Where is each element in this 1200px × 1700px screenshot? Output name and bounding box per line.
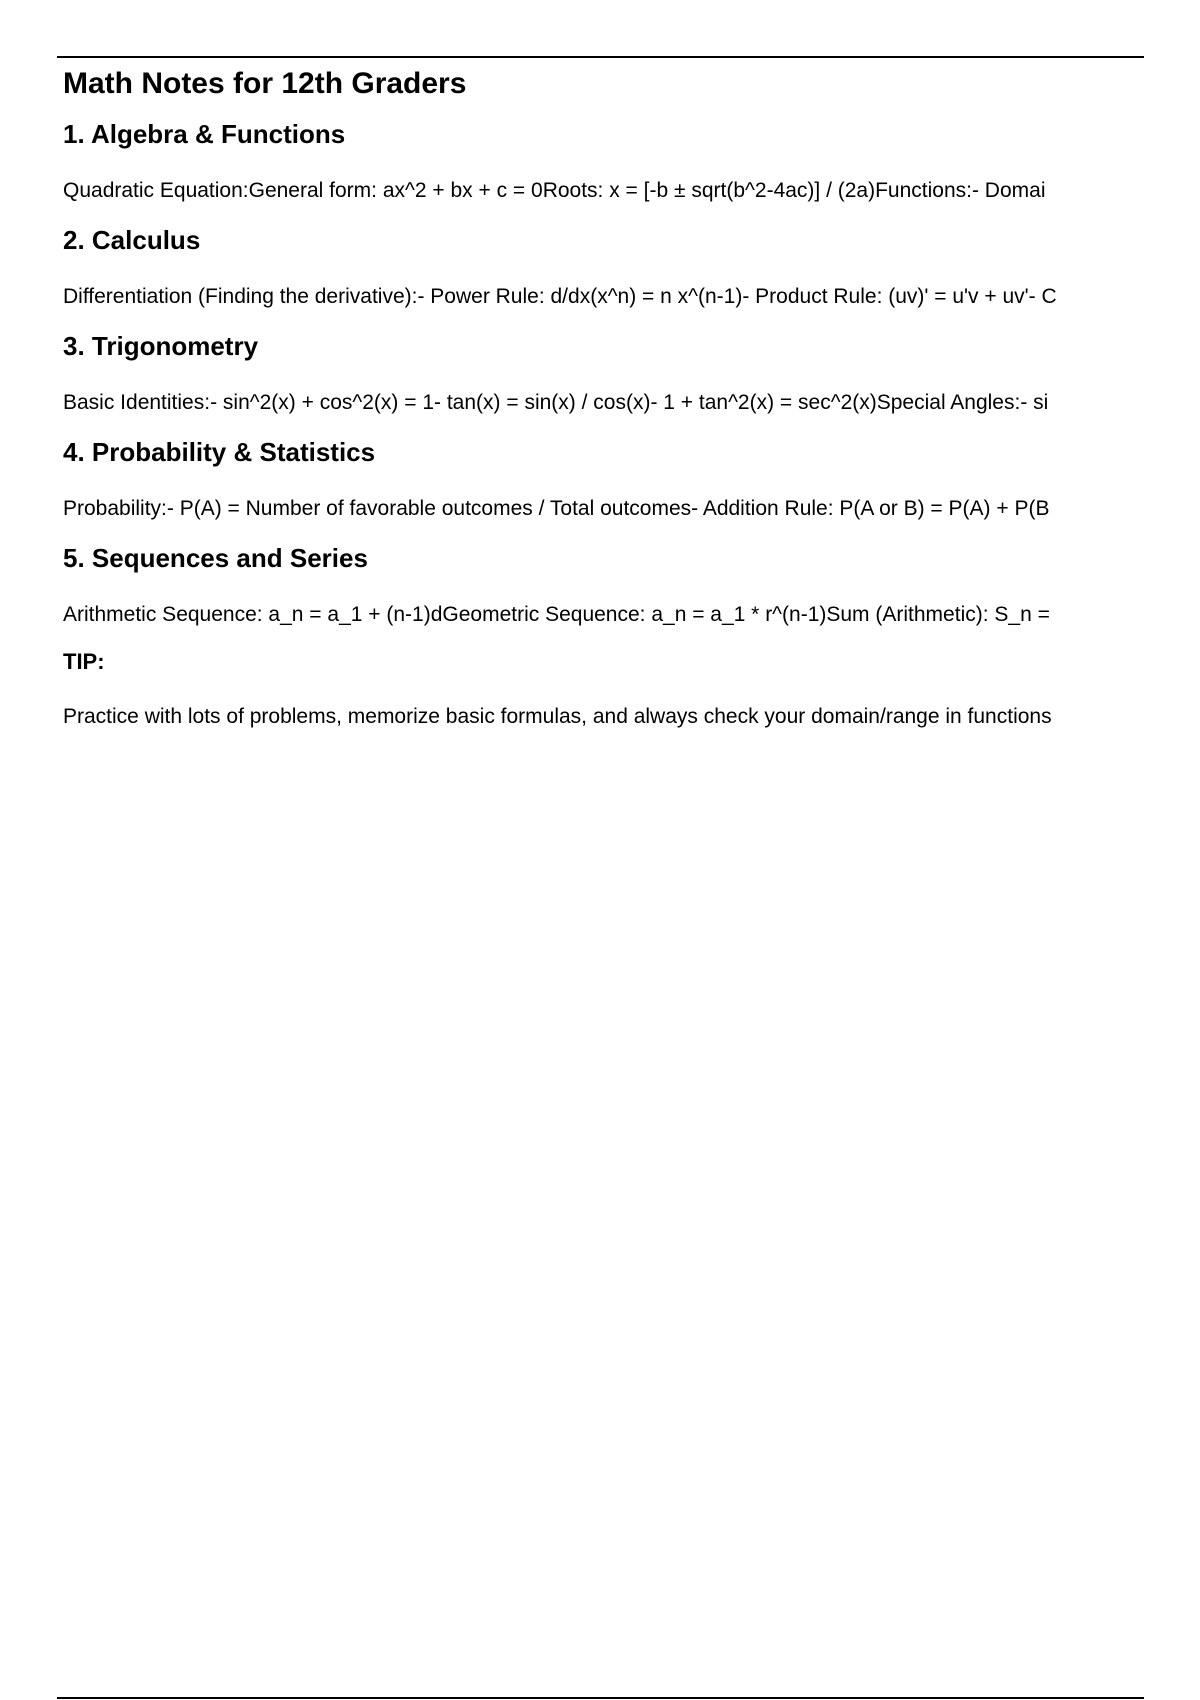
section-body: Basic Identities:- sin^2(x) + cos^2(x) = 1- tan(x) = sin(x) / cos(x)- 1 + tan^2(x) = sec^2(x)Special Angles:- si xyxy=(63,391,1049,414)
tip-section xyxy=(63,644,1200,734)
section-heading: 5. Sequences and Series xyxy=(63,543,368,573)
section-heading: 2. Calculus xyxy=(63,225,201,255)
tip-body: Practice with lots of problems, memorize basic formulas, and always check your domain/range in functions xyxy=(63,705,1052,728)
section-sequences-series xyxy=(63,538,1200,632)
section-probability-statistics xyxy=(63,432,1200,526)
section-body: Differentiation (Finding the derivative):- Power Rule: d/dx(x^n) = n x^(n-1)- Product Rule: (uv)' = u'v + uv'- C xyxy=(63,285,1057,308)
bottom-divider xyxy=(57,1697,1144,1699)
document-body xyxy=(63,60,1200,734)
section-body: Probability:- P(A) = Number of favorable outcomes / Total outcomes- Addition Rule: P(A or B) = P(A) + P(B xyxy=(63,497,1050,520)
tip-heading: TIP: xyxy=(63,649,105,674)
section-calculus xyxy=(63,220,1200,314)
section-heading: 1. Algebra & Functions xyxy=(63,119,346,149)
top-divider xyxy=(57,56,1144,58)
section-body: Arithmetic Sequence: a_n = a_1 + (n-1)dGeometric Sequence: a_n = a_1 * r^(n-1)Sum (Arithmetic): S_n = xyxy=(63,603,1050,626)
page-title: Math Notes for 12th Graders xyxy=(63,67,467,100)
section-heading: 4. Probability & Statistics xyxy=(63,437,376,467)
section-body: Quadratic Equation:General form: ax^2 + bx + c = 0Roots: x = [-b ± sqrt(b^2-4ac)] / (2a)Functions:- Domai xyxy=(63,179,1046,202)
section-trigonometry xyxy=(63,326,1200,420)
section-algebra-functions xyxy=(63,114,1200,208)
section-heading: 3. Trigonometry xyxy=(63,331,259,361)
